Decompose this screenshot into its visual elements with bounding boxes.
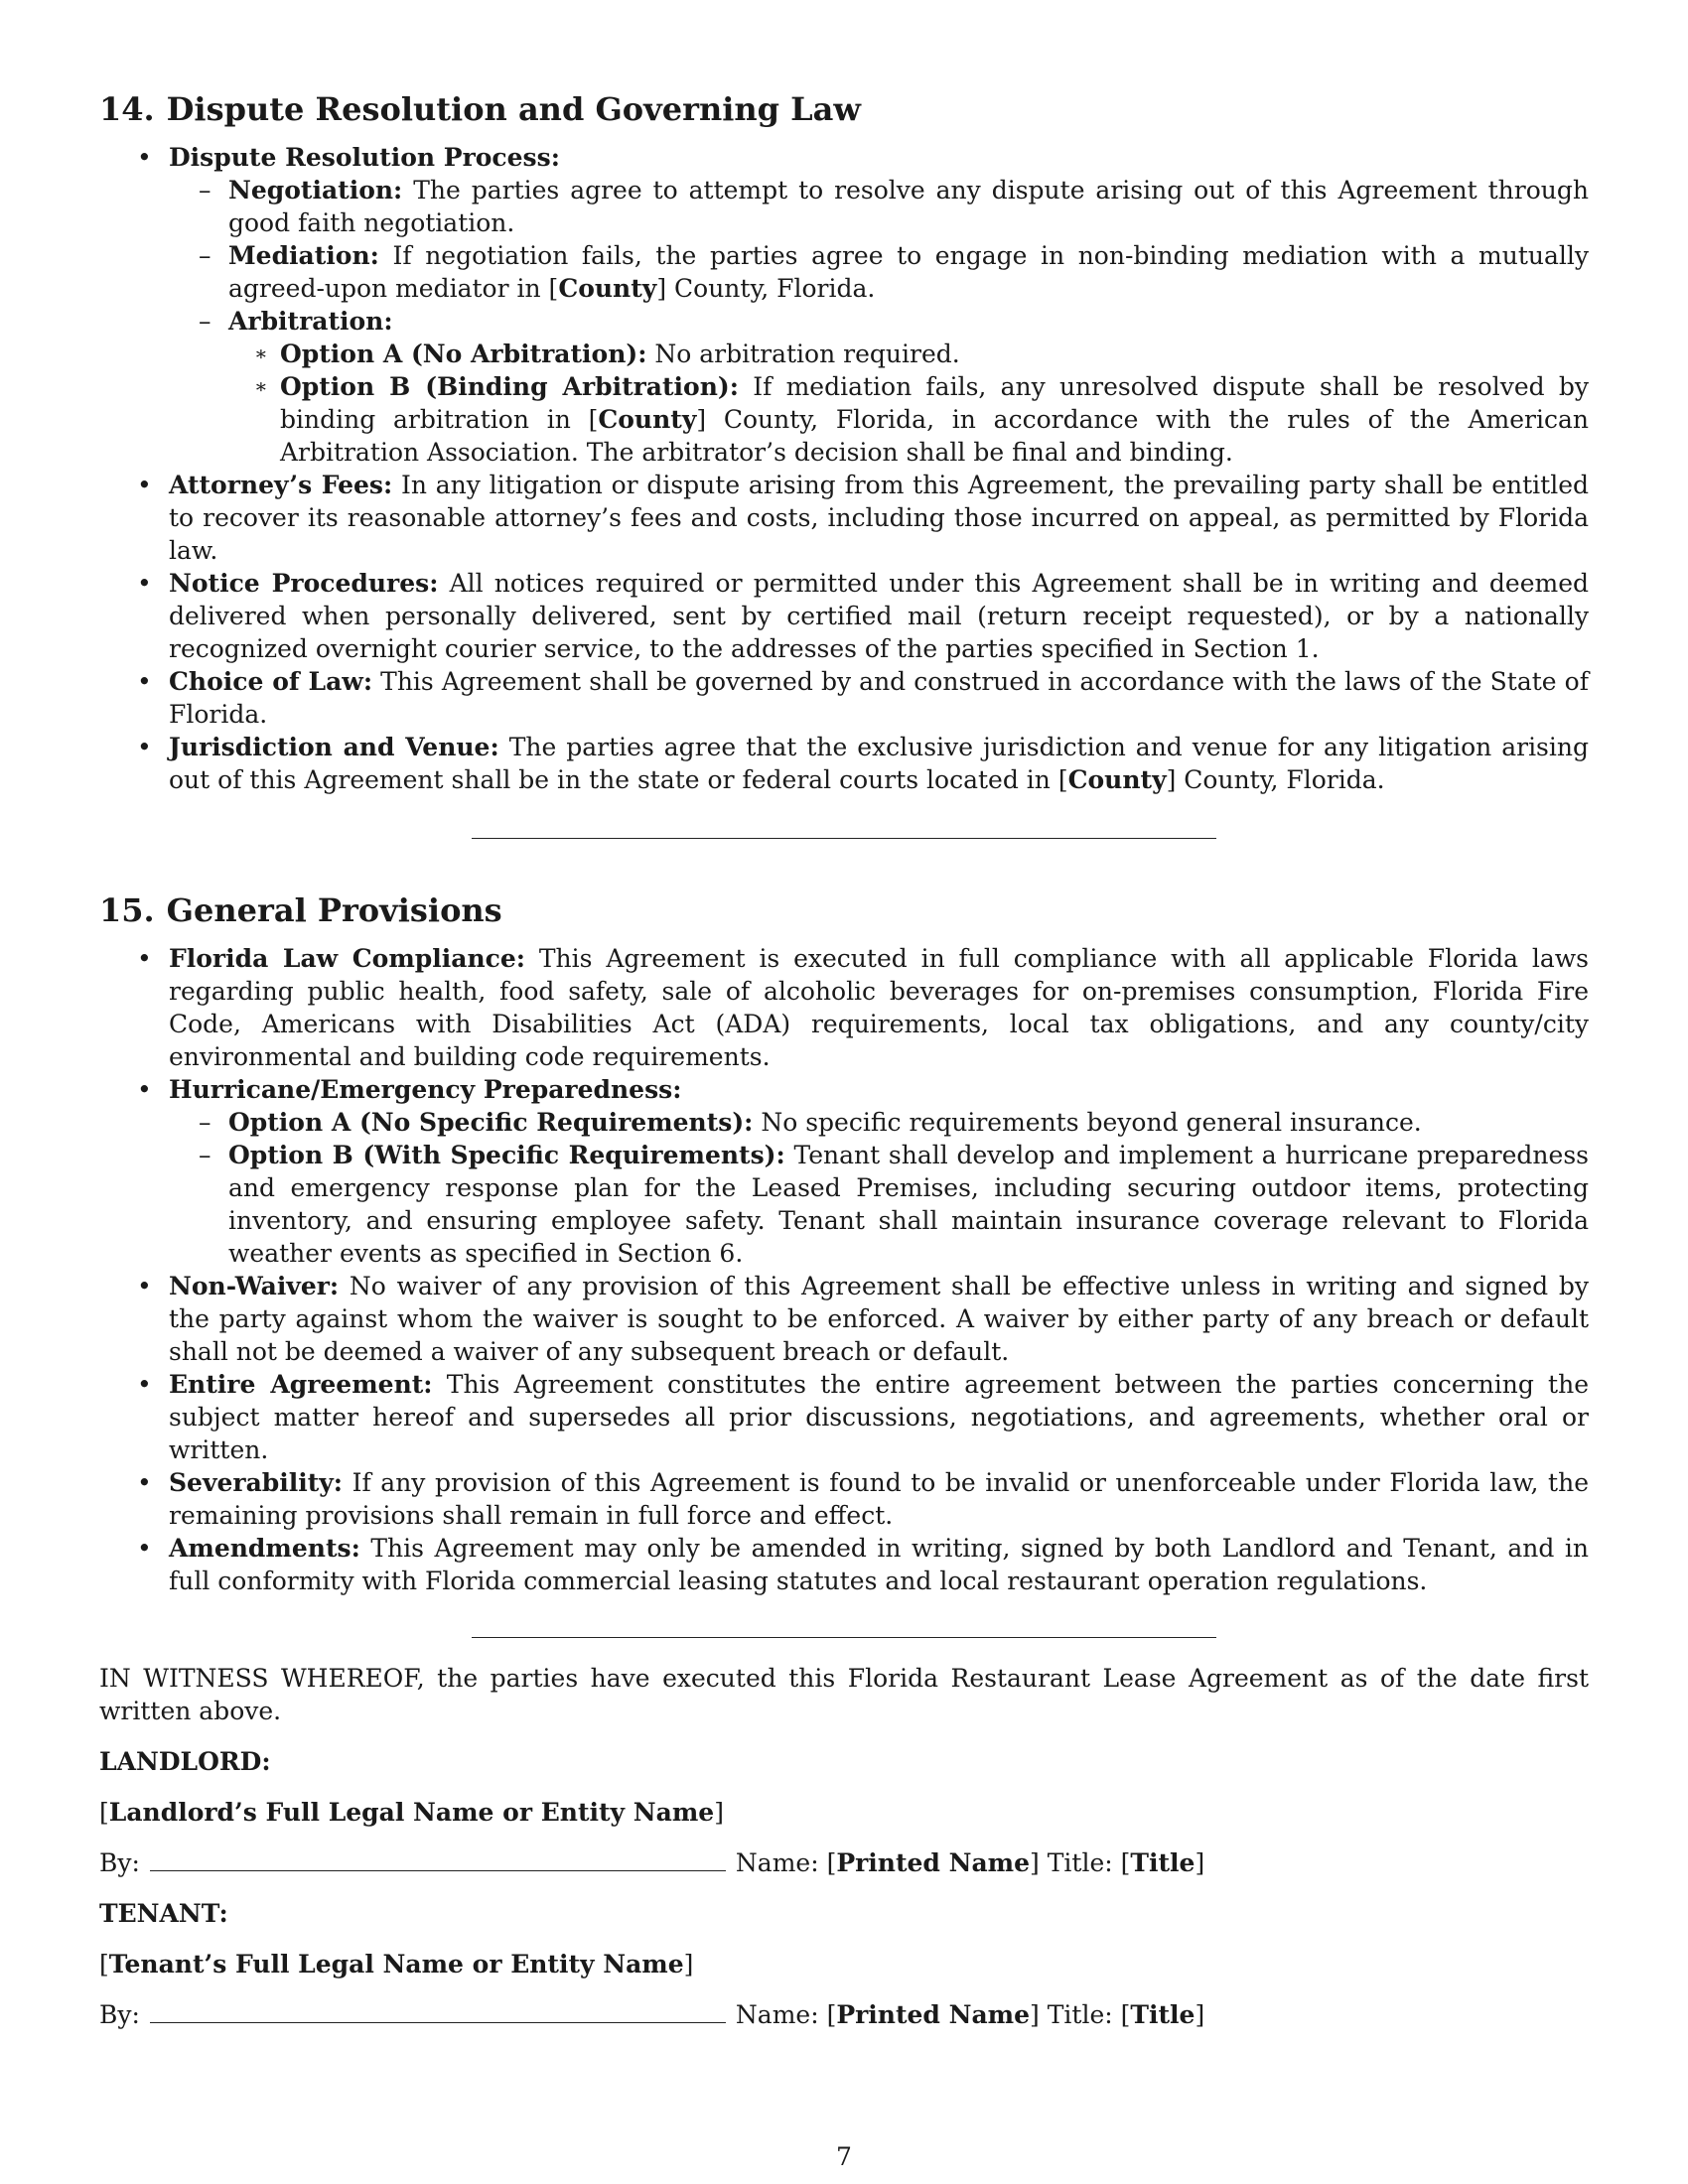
list-item: • Non-Waiver: No waiver of any provision of this Agreement shall be effective unless in writing and signed by the party against whom the waiver is sought to be enforced. A waiver by either party of any breach or default shall not be deemed a waiver of any subsequent breach or default. [137,1272,1589,1366]
list-item: – Option B (With Specific Requirements): Tenant shall develop and implement a hurricane preparedness and emergency response plan for the Leased Premises, including securing outdoor items, protecting inventory, and ensuring employee safety. Tenant shall maintain insurance coverage relevant to Florida weather events as specified in Section 6. [199,1141,1589,1268]
tenant-heading: TENANT: [99,1899,228,1928]
bullet-icon: • [137,471,152,499]
section-15-list [99,942,1589,1597]
dash-icon: – [199,1108,211,1137]
list-item: – Negotiation: The parties agree to attempt to resolve any dispute arising out of this Agreement through good faith negotiation. [199,176,1589,237]
dash-icon: – [199,307,211,336]
list-item: • Hurricane/Emergency Preparedness: – Option A (No Specific Requirements): No specific requirements beyond general insurance. – Option B (With Specific Requirements): Tenant shall develop and implement a hurricane preparedness and emergency response plan for the Leased Premises, including securing outdoor items, protecting inventory, and ensuring employee safety. Tenant shall maintain insurance coverage relevant to Florida weather events as specified in Section 6. [137,1075,1589,1268]
bullet-icon: • [137,1075,152,1104]
landlord-signature-line: By: Name: [ Printed Name ] Title: [ Title ] [99,1848,1205,1877]
section-15-heading: 15. General Provisions [99,891,502,929]
list-item: ∗ Option A (No Arbitration): No arbitration required. [254,340,960,368]
bullet-icon: • [137,733,152,761]
bullet-icon: • [137,1468,152,1497]
list-item: • Severability: If any provision of this Agreement is found to be invalid or unenforceable under Florida law, the remaining provisions shall remain in full force and effect. [137,1468,1589,1530]
dash-icon: – [199,241,211,270]
list-item: • Jurisdiction and Venue: The parties agree that the exclusive jurisdiction and venue for any litigation arising out of this Agreement shall be in the state or federal courts located in [County] County, Florida. [137,733,1589,794]
page-number: 7 [836,2142,852,2171]
list-item: • Florida Law Compliance: This Agreement is executed in full compliance with all applicable Florida laws regarding public health, food safety, sale of alcoholic beverages for on-premises consumption, Florida Fire Code, Americans with Disabilities Act (ADA) requirements, local tax obligations, and any county/city environmental and building code requirements. [137,944,1589,1071]
landlord-name: [Landlord’s Full Legal Name or Entity Name] [99,1798,724,1827]
list-item: • Attorney’s Fees: In any litigation or dispute arising from this Agreement, the prevailing party shall be entitled to recover its reasonable attorney’s fees and costs, including those incurred on appeal, as permitted by Florida law. [137,471,1589,565]
bullet-icon: • [137,569,152,598]
witness-clause: IN WITNESS WHEREOF, the parties have executed this Florida Restaurant Lease Agreement as of the date first written above. [99,1664,1589,1725]
tenant-signature-line: By: Name: [ Printed Name ] Title: [ Title ] [99,2000,1205,2029]
list-item: • Notice Procedures: All notices required or permitted under this Agreement shall be in writing and deemed delivered when personally delivered, sent by certified mail (return receipt requested), or by a nationally recognized overnight courier service, to the addresses of the parties specified in Section 1. [137,569,1589,663]
bullet-icon: • [137,1534,152,1563]
section-14-heading: 14. Dispute Resolution and Governing Law [99,90,861,128]
list-item: – Mediation: If negotiation fails, the parties agree to engage in non-binding mediation with a mutually agreed-upon mediator in [County] County, Florida. [199,241,1589,303]
landlord-heading: LANDLORD: [99,1747,271,1776]
document-page [99,87,1589,2031]
asterisk-icon: ∗ [254,341,268,365]
bullet-icon: • [137,944,152,973]
bullet-icon: • [137,1272,152,1300]
list-item: ∗ Option B (Binding Arbitration): If mediation fails, any unresolved dispute shall be resolved by binding arbitration in [County] County, Florida, in accordance with the rules of the American Arbitration Association. The arbitrator’s decision shall be final and binding. [254,372,1589,467]
list-item: • Amendments: This Agreement may only be amended in writing, signed by both Landlord and Tenant, and in full conformity with Florida commercial leasing statutes and local restaurant operation regulations. [137,1534,1589,1595]
list-item: • Entire Agreement: This Agreement constitutes the entire agreement between the parties concerning the subject matter hereof and supersedes all prior discussions, negotiations, and agreements, whether oral or written. [137,1370,1590,1464]
horizontal-rule [472,1637,1216,1638]
bullet-icon: • [137,1370,152,1399]
bullet-icon: • [137,667,152,696]
section-14-list [99,141,1589,796]
list-item: – Arbitration: ∗ Option A (No Arbitration): No arbitration required. ∗ Option B (Binding Arbitration): If mediation fails, any unresolved dispute shall be resolved by binding arbitration in [County] County, Florida, in accordance with the rules of the American Arbitration Association. The arbitrator’s decision shall be final and binding. [199,307,1589,467]
list-item: • Choice of Law: This Agreement shall be governed by and construed in accordance with the laws of the State of Florida. [137,667,1589,729]
signature-blank[interactable] [150,2000,726,2023]
tenant-name: [Tenant’s Full Legal Name or Entity Name] [99,1950,694,1979]
horizontal-rule [472,838,1216,839]
dash-icon: – [199,1141,211,1169]
dash-icon: – [199,176,211,205]
signature-blank[interactable] [150,1848,726,1871]
list-item: • Dispute Resolution Process: – Negotiation: The parties agree to attempt to resolve any dispute arising out of this Agreement through good faith negotiation. – Mediation: If negotiation fails, the parties agree to engage in non-binding mediation with a mutually agreed-upon mediator in [County] County, Florida. – Arbitration: ∗ Option A (No Arbitration): No arbitration required. ∗ Option B (Binding Arbitration): If mediation fails, any unresolved dispute shall be resolved by binding arbitration in [County] County, Florida, in accordance with the rules of the American Arbitration Association. The arbitrator’s decision shall be final and binding. [137,143,1589,467]
bullet-icon: • [137,143,152,172]
asterisk-icon: ∗ [254,374,268,398]
list-item: – Option A (No Specific Requirements): No specific requirements beyond general insurance. [199,1108,1422,1137]
